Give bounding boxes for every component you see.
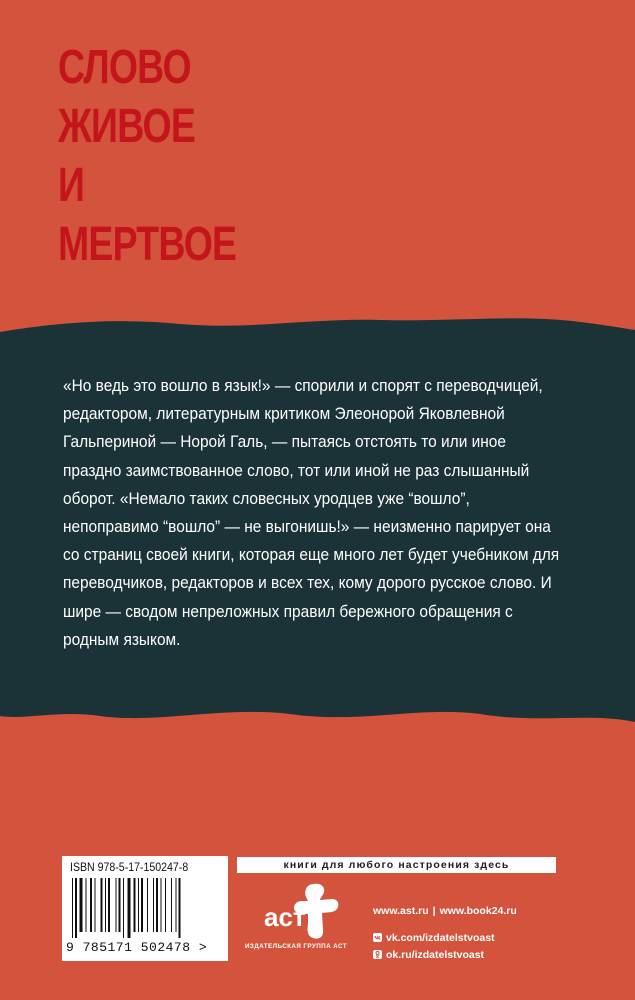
website-link-ast[interactable]: www.ast.ru xyxy=(373,905,429,917)
barcode-bar xyxy=(165,878,166,932)
link-divider: | xyxy=(432,905,436,917)
barcode-bar xyxy=(80,878,83,932)
barcode-bar xyxy=(72,878,73,938)
barcode-bar xyxy=(105,878,106,932)
publisher-name: ИЗДАТЕЛЬСКАЯ ГРУППА АСТ xyxy=(244,943,348,950)
website-link-book24[interactable]: www.book24.ru xyxy=(439,905,517,917)
publisher-tagline: книги для любого настроения здесь xyxy=(237,857,556,873)
barcode-bar xyxy=(123,878,124,938)
barcode-bar xyxy=(176,878,177,932)
barcode-bar xyxy=(141,878,143,932)
isbn-barcode-box xyxy=(62,856,228,961)
barcode-bar xyxy=(153,878,154,932)
barcode-bar xyxy=(119,878,121,932)
blurb-text: «Но ведь это вошло в язык!» — спорили и спорят с переводчицей, редактором, литературным критиком Элеонорой Яковлевной Гальпериной — Норой Галь, — пытаясь отстоять то или иное праздно заимствованное слово, тот или иной не раз слышанный оборот. «Немало таких словесных уродцев уже “вошло”, непоправимо “вошло” — не выгонишь!» — неизменно парирует она со страниц своей книги, которая еще много лет будет учебником для переводчиков, редакторов и всех тех, кому дорого русское слово. И шире — сводом непреложных правил бережного обращения с родным языком. xyxy=(63,377,560,649)
barcode-bar xyxy=(147,878,148,932)
title-line: СЛОВО xyxy=(58,41,191,94)
vk-row xyxy=(373,929,517,946)
barcode-bar xyxy=(138,878,139,932)
book-title xyxy=(58,38,236,274)
barcode-bar xyxy=(179,878,181,938)
website-row xyxy=(373,905,517,929)
title-line: ЖИВОЕ xyxy=(58,100,196,153)
publisher-links xyxy=(373,905,517,963)
vk-link[interactable]: vk.com/izdatelstvoast xyxy=(386,931,495,944)
barcode-bar xyxy=(171,878,172,932)
barcode-bar xyxy=(108,878,110,932)
ast-logo-icon xyxy=(262,882,344,942)
barcode-bar xyxy=(75,878,77,938)
vk-icon xyxy=(373,933,382,942)
barcode-bar xyxy=(128,878,131,938)
barcode-bar xyxy=(90,878,92,932)
title-line: МЕРТВОЕ xyxy=(58,218,237,271)
barcode-bar xyxy=(101,878,103,932)
logo-text: аст xyxy=(264,902,306,932)
barcode-bar xyxy=(161,878,162,932)
title-line: И xyxy=(58,159,85,212)
barcode-bar xyxy=(86,878,87,932)
ok-row xyxy=(373,946,517,963)
barcode-bar xyxy=(95,878,96,932)
isbn-label: ISBN 978-5-17-150247-8 xyxy=(70,862,189,874)
odnoklassniki-icon xyxy=(373,950,382,959)
barcode-bar xyxy=(134,878,136,932)
barcode-digits: 9 785171 502478 > xyxy=(66,940,208,955)
barcode-bar xyxy=(156,878,158,932)
ok-link[interactable]: ok.ru/izdatelstvoast xyxy=(386,948,485,961)
barcode-graphic xyxy=(72,878,218,938)
barcode-bar xyxy=(116,878,117,932)
